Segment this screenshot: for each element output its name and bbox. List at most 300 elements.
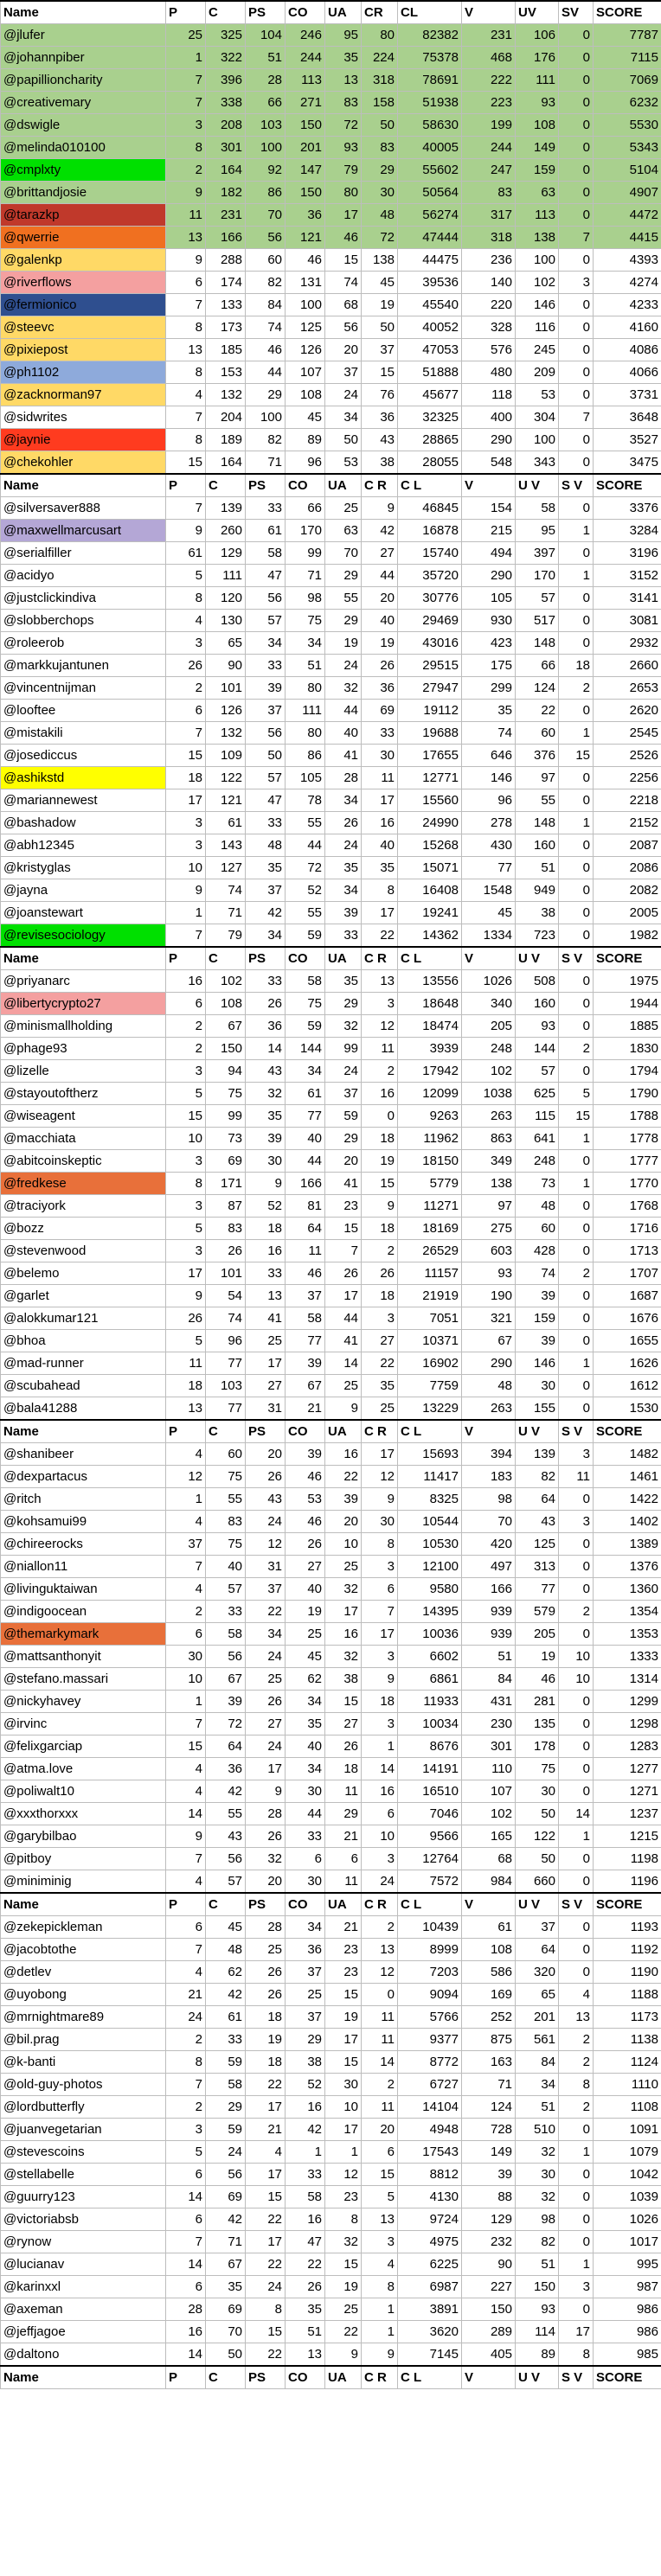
table-row bbox=[1, 1623, 661, 1646]
cr-cell: 9 bbox=[362, 1488, 398, 1511]
cl-cell: 43016 bbox=[398, 632, 462, 655]
header-score: SCORE bbox=[594, 1893, 661, 1916]
score-cell: 1124 bbox=[594, 2051, 661, 2074]
header-p: P bbox=[166, 1, 206, 24]
header-p: P bbox=[166, 947, 206, 970]
ps-cell: 15 bbox=[246, 2186, 286, 2208]
p-cell: 14 bbox=[166, 2186, 206, 2208]
ua-cell: 41 bbox=[325, 1330, 362, 1352]
p-cell: 4 bbox=[166, 1961, 206, 1984]
v-cell: 248 bbox=[462, 1038, 516, 1060]
uv-cell: 82 bbox=[516, 2231, 559, 2253]
co-cell: 34 bbox=[286, 1691, 325, 1713]
cl-cell: 14362 bbox=[398, 924, 462, 948]
uv-cell: 93 bbox=[516, 1015, 559, 1038]
sv-cell: 0 bbox=[559, 1713, 594, 1735]
user-name-cell: @xxxthorxxx bbox=[1, 1803, 166, 1825]
cr-cell: 12 bbox=[362, 1961, 398, 1984]
p-cell: 7 bbox=[166, 924, 206, 948]
cl-cell: 11962 bbox=[398, 1128, 462, 1150]
score-cell: 3196 bbox=[594, 542, 661, 565]
ua-cell: 19 bbox=[325, 2006, 362, 2029]
sv-cell: 0 bbox=[559, 767, 594, 789]
c-cell: 396 bbox=[206, 69, 246, 92]
cr-cell: 15 bbox=[362, 361, 398, 384]
co-cell: 201 bbox=[286, 137, 325, 159]
ps-cell: 92 bbox=[246, 159, 286, 182]
score-cell: 1376 bbox=[594, 1556, 661, 1578]
co-cell: 58 bbox=[286, 970, 325, 993]
cl-cell: 29469 bbox=[398, 610, 462, 632]
uv-cell: 135 bbox=[516, 1713, 559, 1735]
uv-cell: 170 bbox=[516, 565, 559, 587]
header-score: SCORE bbox=[594, 2366, 661, 2389]
sv-cell: 0 bbox=[559, 24, 594, 47]
user-name-cell: @mistakili bbox=[1, 722, 166, 745]
v-cell: 169 bbox=[462, 1984, 516, 2006]
p-cell: 17 bbox=[166, 1262, 206, 1285]
sv-cell: 0 bbox=[559, 1691, 594, 1713]
user-name-cell: @zacknorman97 bbox=[1, 384, 166, 406]
sv-cell: 2 bbox=[559, 1262, 594, 1285]
ua-cell: 35 bbox=[325, 47, 362, 69]
uv-cell: 39 bbox=[516, 1285, 559, 1307]
c-cell: 61 bbox=[206, 812, 246, 834]
v-cell: 150 bbox=[462, 2298, 516, 2321]
ua-cell: 32 bbox=[325, 1015, 362, 1038]
cl-cell: 8772 bbox=[398, 2051, 462, 2074]
table-row bbox=[1, 316, 661, 339]
co-cell: 30 bbox=[286, 1870, 325, 1894]
co-cell: 44 bbox=[286, 1803, 325, 1825]
ps-cell: 9 bbox=[246, 1780, 286, 1803]
cl-cell: 6987 bbox=[398, 2276, 462, 2298]
sv-cell: 0 bbox=[559, 970, 594, 993]
header-c: C bbox=[206, 2366, 246, 2389]
table-row bbox=[1, 339, 661, 361]
user-name-cell: @riverflows bbox=[1, 272, 166, 294]
header-p: P bbox=[166, 1420, 206, 1443]
uv-cell: 245 bbox=[516, 339, 559, 361]
table-row bbox=[1, 1195, 661, 1218]
ua-cell: 24 bbox=[325, 1060, 362, 1083]
cl-cell: 7145 bbox=[398, 2343, 462, 2367]
p-cell: 13 bbox=[166, 227, 206, 249]
cr-cell: 18 bbox=[362, 1128, 398, 1150]
co-cell: 59 bbox=[286, 1015, 325, 1038]
uv-cell: 50 bbox=[516, 1803, 559, 1825]
ua-cell: 34 bbox=[325, 789, 362, 812]
co-cell: 121 bbox=[286, 227, 325, 249]
score-cell: 5104 bbox=[594, 159, 661, 182]
cl-cell: 15071 bbox=[398, 857, 462, 879]
p-cell: 8 bbox=[166, 361, 206, 384]
sv-cell: 0 bbox=[559, 789, 594, 812]
co-cell: 77 bbox=[286, 1330, 325, 1352]
sv-cell: 0 bbox=[559, 632, 594, 655]
cr-cell: 69 bbox=[362, 700, 398, 722]
uv-cell: 176 bbox=[516, 47, 559, 69]
table-row bbox=[1, 1803, 661, 1825]
score-cell: 1298 bbox=[594, 1713, 661, 1735]
score-cell: 1190 bbox=[594, 1961, 661, 1984]
user-name-cell: @ph1102 bbox=[1, 361, 166, 384]
header-c: C bbox=[206, 1, 246, 24]
uv-cell: 304 bbox=[516, 406, 559, 429]
uv-cell: 160 bbox=[516, 834, 559, 857]
user-name-cell: @jlufer bbox=[1, 24, 166, 47]
header-cr: C R bbox=[362, 947, 398, 970]
ua-cell: 16 bbox=[325, 1443, 362, 1466]
p-cell: 5 bbox=[166, 2141, 206, 2164]
score-cell: 4472 bbox=[594, 204, 661, 227]
c-cell: 55 bbox=[206, 1803, 246, 1825]
ua-cell: 50 bbox=[325, 429, 362, 451]
cr-cell: 45 bbox=[362, 272, 398, 294]
cl-cell: 19688 bbox=[398, 722, 462, 745]
ua-cell: 25 bbox=[325, 1556, 362, 1578]
uv-cell: 116 bbox=[516, 316, 559, 339]
uv-cell: 150 bbox=[516, 2276, 559, 2298]
v-cell: 548 bbox=[462, 451, 516, 475]
user-name-cell: @atma.love bbox=[1, 1758, 166, 1780]
table-row bbox=[1, 1691, 661, 1713]
v-cell: 230 bbox=[462, 1713, 516, 1735]
cr-cell: 6 bbox=[362, 2141, 398, 2164]
score-cell: 1687 bbox=[594, 1285, 661, 1307]
uv-cell: 148 bbox=[516, 632, 559, 655]
p-cell: 1 bbox=[166, 47, 206, 69]
ps-cell: 33 bbox=[246, 812, 286, 834]
p-cell: 7 bbox=[166, 294, 206, 316]
uv-cell: 159 bbox=[516, 1307, 559, 1330]
sv-cell: 0 bbox=[559, 182, 594, 204]
c-cell: 166 bbox=[206, 227, 246, 249]
ua-cell: 34 bbox=[325, 879, 362, 902]
ps-cell: 39 bbox=[246, 677, 286, 700]
p-cell: 7 bbox=[166, 722, 206, 745]
sv-cell: 0 bbox=[559, 1397, 594, 1421]
c-cell: 189 bbox=[206, 429, 246, 451]
table-row bbox=[1, 1556, 661, 1578]
uv-cell: 313 bbox=[516, 1556, 559, 1578]
cl-cell: 15740 bbox=[398, 542, 462, 565]
p-cell: 2 bbox=[166, 1015, 206, 1038]
cl-cell: 6225 bbox=[398, 2253, 462, 2276]
sv-cell: 0 bbox=[559, 1961, 594, 1984]
user-name-cell: @qwerrie bbox=[1, 227, 166, 249]
score-cell: 1299 bbox=[594, 1691, 661, 1713]
p-cell: 3 bbox=[166, 1195, 206, 1218]
header-ps: PS bbox=[246, 474, 286, 497]
ua-cell: 32 bbox=[325, 1646, 362, 1668]
sv-cell: 0 bbox=[559, 249, 594, 272]
table-row bbox=[1, 1307, 661, 1330]
user-name-cell: @miniminig bbox=[1, 1870, 166, 1894]
score-cell: 2660 bbox=[594, 655, 661, 677]
c-cell: 42 bbox=[206, 2208, 246, 2231]
ps-cell: 86 bbox=[246, 182, 286, 204]
uv-cell: 74 bbox=[516, 1262, 559, 1285]
sv-cell: 0 bbox=[559, 361, 594, 384]
co-cell: 80 bbox=[286, 722, 325, 745]
ps-cell: 25 bbox=[246, 1668, 286, 1691]
p-cell: 4 bbox=[166, 1578, 206, 1601]
c-cell: 69 bbox=[206, 1150, 246, 1173]
co-cell: 81 bbox=[286, 1195, 325, 1218]
user-name-cell: @axeman bbox=[1, 2298, 166, 2321]
cl-cell: 55602 bbox=[398, 159, 462, 182]
co-cell: 170 bbox=[286, 520, 325, 542]
c-cell: 122 bbox=[206, 767, 246, 789]
score-cell: 995 bbox=[594, 2253, 661, 2276]
ua-cell: 32 bbox=[325, 1578, 362, 1601]
p-cell: 7 bbox=[166, 2074, 206, 2096]
cr-cell: 3 bbox=[362, 1848, 398, 1870]
header-v: V bbox=[462, 947, 516, 970]
sv-cell: 1 bbox=[559, 1128, 594, 1150]
ps-cell: 27 bbox=[246, 1375, 286, 1397]
p-cell: 16 bbox=[166, 2321, 206, 2343]
table-row bbox=[1, 1038, 661, 1060]
cr-cell: 3 bbox=[362, 1646, 398, 1668]
score-cell: 986 bbox=[594, 2298, 661, 2321]
sv-cell: 10 bbox=[559, 1646, 594, 1668]
co-cell: 53 bbox=[286, 1488, 325, 1511]
ps-cell: 82 bbox=[246, 272, 286, 294]
v-cell: 275 bbox=[462, 1218, 516, 1240]
sv-cell: 0 bbox=[559, 1150, 594, 1173]
ps-cell: 8 bbox=[246, 2298, 286, 2321]
cr-cell: 11 bbox=[362, 1038, 398, 1060]
user-name-cell: @belemo bbox=[1, 1262, 166, 1285]
score-cell: 1713 bbox=[594, 1240, 661, 1262]
score-cell: 987 bbox=[594, 2276, 661, 2298]
sv-cell: 0 bbox=[559, 1870, 594, 1894]
v-cell: 468 bbox=[462, 47, 516, 69]
header-cl: C L bbox=[398, 1420, 462, 1443]
user-name-cell: @creativemary bbox=[1, 92, 166, 114]
v-cell: 984 bbox=[462, 1870, 516, 1894]
header-c: C bbox=[206, 1420, 246, 1443]
ps-cell: 74 bbox=[246, 316, 286, 339]
c-cell: 40 bbox=[206, 1556, 246, 1578]
v-cell: 118 bbox=[462, 384, 516, 406]
uv-cell: 51 bbox=[516, 2253, 559, 2276]
co-cell: 39 bbox=[286, 1352, 325, 1375]
sv-cell: 0 bbox=[559, 1060, 594, 1083]
ps-cell: 13 bbox=[246, 1285, 286, 1307]
cl-cell: 4975 bbox=[398, 2231, 462, 2253]
c-cell: 185 bbox=[206, 339, 246, 361]
score-cell: 4233 bbox=[594, 294, 661, 316]
score-cell: 3731 bbox=[594, 384, 661, 406]
table-row bbox=[1, 159, 661, 182]
table-row bbox=[1, 2119, 661, 2141]
v-cell: 163 bbox=[462, 2051, 516, 2074]
c-cell: 69 bbox=[206, 2298, 246, 2321]
score-cell: 1716 bbox=[594, 1218, 661, 1240]
p-cell: 18 bbox=[166, 1375, 206, 1397]
header-cr: CR bbox=[362, 1, 398, 24]
user-name-cell: @irvinc bbox=[1, 1713, 166, 1735]
cr-cell: 3 bbox=[362, 2231, 398, 2253]
cr-cell: 8 bbox=[362, 879, 398, 902]
v-cell: 96 bbox=[462, 789, 516, 812]
c-cell: 61 bbox=[206, 2006, 246, 2029]
co-cell: 108 bbox=[286, 384, 325, 406]
v-cell: 290 bbox=[462, 429, 516, 451]
user-name-cell: @mad-runner bbox=[1, 1352, 166, 1375]
v-cell: 299 bbox=[462, 677, 516, 700]
table-row bbox=[1, 429, 661, 451]
ps-cell: 43 bbox=[246, 1060, 286, 1083]
table-row bbox=[1, 812, 661, 834]
ps-cell: 34 bbox=[246, 1623, 286, 1646]
v-cell: 290 bbox=[462, 1352, 516, 1375]
header-name: Name bbox=[1, 1420, 166, 1443]
ua-cell: 26 bbox=[325, 1262, 362, 1285]
v-cell: 74 bbox=[462, 722, 516, 745]
ps-cell: 52 bbox=[246, 1195, 286, 1218]
ua-cell: 68 bbox=[325, 294, 362, 316]
v-cell: 1038 bbox=[462, 1083, 516, 1105]
table-row bbox=[1, 249, 661, 272]
sv-cell: 3 bbox=[559, 1511, 594, 1533]
table-row bbox=[1, 294, 661, 316]
co-cell: 86 bbox=[286, 745, 325, 767]
cr-cell: 158 bbox=[362, 92, 398, 114]
c-cell: 73 bbox=[206, 1128, 246, 1150]
v-cell: 138 bbox=[462, 1173, 516, 1195]
cl-cell: 8999 bbox=[398, 1939, 462, 1961]
table-row bbox=[1, 1601, 661, 1623]
ps-cell: 34 bbox=[246, 924, 286, 948]
v-cell: 586 bbox=[462, 1961, 516, 1984]
ps-cell: 17 bbox=[246, 1352, 286, 1375]
cr-cell: 18 bbox=[362, 1691, 398, 1713]
v-cell: 301 bbox=[462, 1735, 516, 1758]
user-name-cell: @niallon11 bbox=[1, 1556, 166, 1578]
header-sv: S V bbox=[559, 1893, 594, 1916]
ua-cell: 29 bbox=[325, 565, 362, 587]
ps-cell: 61 bbox=[246, 520, 286, 542]
user-name-cell: @stefano.massari bbox=[1, 1668, 166, 1691]
ua-cell: 20 bbox=[325, 1511, 362, 1533]
c-cell: 65 bbox=[206, 632, 246, 655]
c-cell: 45 bbox=[206, 1916, 246, 1939]
cl-cell: 14191 bbox=[398, 1758, 462, 1780]
ua-cell: 23 bbox=[325, 1195, 362, 1218]
p-cell: 7 bbox=[166, 1556, 206, 1578]
p-cell: 3 bbox=[166, 2119, 206, 2141]
cr-cell: 16 bbox=[362, 812, 398, 834]
v-cell: 61 bbox=[462, 1916, 516, 1939]
co-cell: 271 bbox=[286, 92, 325, 114]
c-cell: 35 bbox=[206, 2276, 246, 2298]
co-cell: 55 bbox=[286, 902, 325, 924]
cl-cell: 8676 bbox=[398, 1735, 462, 1758]
table-row bbox=[1, 1961, 661, 1984]
score-cell: 3284 bbox=[594, 520, 661, 542]
header-score: SCORE bbox=[594, 1, 661, 24]
table-row bbox=[1, 1105, 661, 1128]
table-row bbox=[1, 2253, 661, 2276]
user-name-cell: @brittandjosie bbox=[1, 182, 166, 204]
score-cell: 1788 bbox=[594, 1105, 661, 1128]
header-ua: UA bbox=[325, 947, 362, 970]
uv-cell: 53 bbox=[516, 384, 559, 406]
cl-cell: 46845 bbox=[398, 497, 462, 520]
header-cl: C L bbox=[398, 474, 462, 497]
ua-cell: 14 bbox=[325, 1352, 362, 1375]
cl-cell: 7759 bbox=[398, 1375, 462, 1397]
ua-cell: 10 bbox=[325, 2096, 362, 2119]
p-cell: 1 bbox=[166, 902, 206, 924]
p-cell: 15 bbox=[166, 451, 206, 475]
table-row bbox=[1, 1848, 661, 1870]
cr-cell: 14 bbox=[362, 1758, 398, 1780]
cl-cell: 9094 bbox=[398, 1984, 462, 2006]
ua-cell: 35 bbox=[325, 970, 362, 993]
score-cell: 1196 bbox=[594, 1870, 661, 1894]
user-name-cell: @johannpiber bbox=[1, 47, 166, 69]
ua-cell: 29 bbox=[325, 1803, 362, 1825]
user-name-cell: @dswigle bbox=[1, 114, 166, 137]
p-cell: 4 bbox=[166, 610, 206, 632]
ua-cell: 9 bbox=[325, 1397, 362, 1421]
ps-cell: 71 bbox=[246, 451, 286, 475]
cr-cell: 3 bbox=[362, 1713, 398, 1735]
cr-cell: 17 bbox=[362, 1443, 398, 1466]
v-cell: 863 bbox=[462, 1128, 516, 1150]
uv-cell: 149 bbox=[516, 137, 559, 159]
v-cell: 90 bbox=[462, 2253, 516, 2276]
table-row bbox=[1, 1128, 661, 1150]
ps-cell: 31 bbox=[246, 1397, 286, 1421]
score-cell: 2545 bbox=[594, 722, 661, 745]
uv-cell: 159 bbox=[516, 159, 559, 182]
cl-cell: 47444 bbox=[398, 227, 462, 249]
table-row bbox=[1, 1262, 661, 1285]
score-cell: 4066 bbox=[594, 361, 661, 384]
co-cell: 75 bbox=[286, 993, 325, 1015]
cr-cell: 13 bbox=[362, 970, 398, 993]
ua-cell: 20 bbox=[325, 1150, 362, 1173]
table-row bbox=[1, 1916, 661, 1939]
p-cell: 11 bbox=[166, 204, 206, 227]
v-cell: 480 bbox=[462, 361, 516, 384]
p-cell: 7 bbox=[166, 1848, 206, 1870]
score-cell: 2932 bbox=[594, 632, 661, 655]
c-cell: 42 bbox=[206, 1984, 246, 2006]
uv-cell: 22 bbox=[516, 700, 559, 722]
p-cell: 24 bbox=[166, 2006, 206, 2029]
user-name-cell: @libertycrypto27 bbox=[1, 993, 166, 1015]
c-cell: 121 bbox=[206, 789, 246, 812]
header-co: CO bbox=[286, 474, 325, 497]
v-cell: 220 bbox=[462, 294, 516, 316]
table-row bbox=[1, 497, 661, 520]
ps-cell: 47 bbox=[246, 565, 286, 587]
c-cell: 204 bbox=[206, 406, 246, 429]
cr-cell: 27 bbox=[362, 542, 398, 565]
uv-cell: 146 bbox=[516, 294, 559, 316]
table-row bbox=[1, 1533, 661, 1556]
cl-cell: 4948 bbox=[398, 2119, 462, 2141]
v-cell: 497 bbox=[462, 1556, 516, 1578]
score-cell: 1188 bbox=[594, 1984, 661, 2006]
